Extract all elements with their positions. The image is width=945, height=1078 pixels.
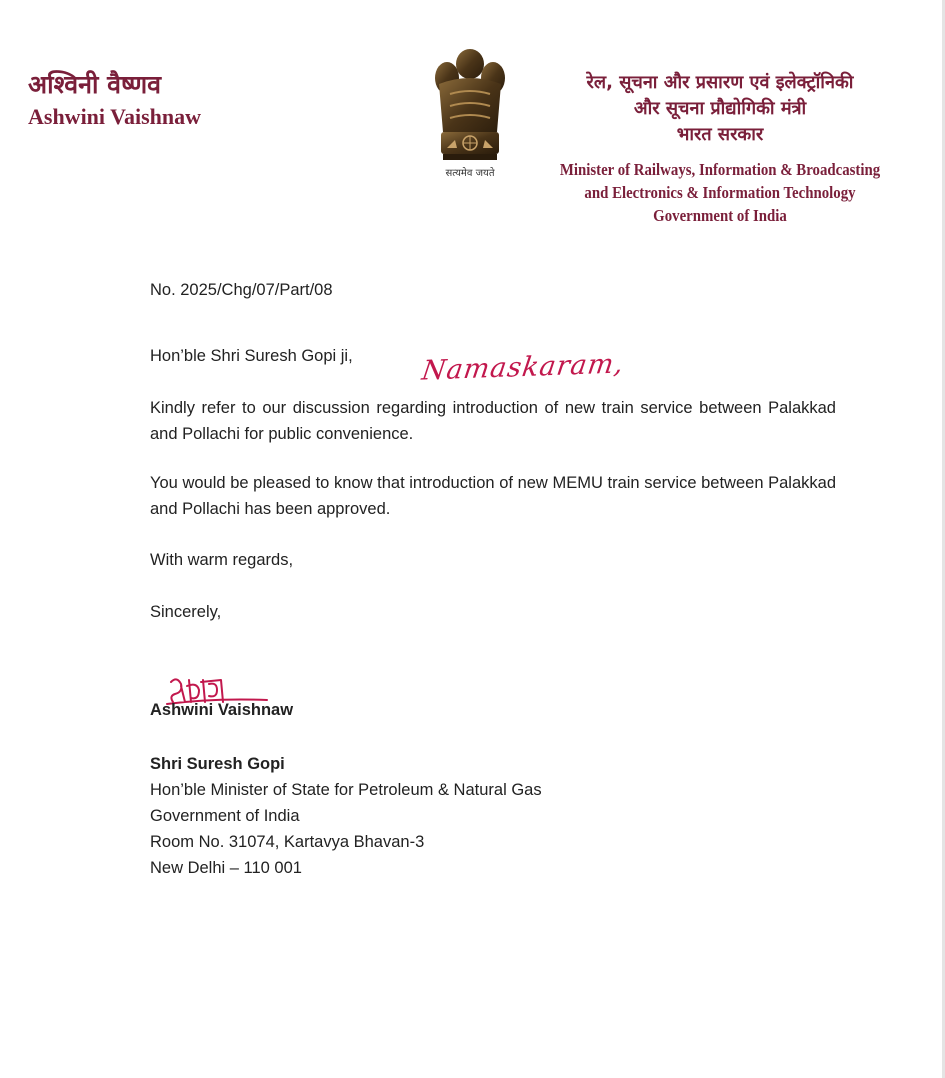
addressee-line-3: Room No. 31074, Kartavya Bhavan-3 <box>150 833 425 851</box>
ministry-english-line-1: Minister of Railways, Information & Broadcasting <box>559 160 881 179</box>
minister-name-hindi: अश्विनी वैष्णव <box>28 70 162 99</box>
ministry-english <box>554 158 887 227</box>
national-emblem-icon <box>425 44 515 184</box>
paragraph-1: Kindly refer to our discussion regarding introduction of new train service between Palakkad and Pollachi for public convenience. <box>150 399 836 443</box>
addressee-block <box>150 751 542 881</box>
ministry-hindi-line-2: और सूचना प्रौद्योगिकी मंत्री <box>633 98 807 119</box>
ministry-hindi-line-1: रेल, सूचना और प्रसारण एवं इलेक्ट्रॉनिकी <box>586 72 854 93</box>
minister-name-english: Ashwini Vaishnaw <box>28 104 202 129</box>
addressee-line-2: Government of India <box>150 807 300 825</box>
regards-line: With warm regards, <box>150 551 294 569</box>
addressee-line-4: New Delhi – 110 001 <box>150 859 302 877</box>
letterhead-left <box>28 70 201 132</box>
emblem-motto: सत्यमेव जयते <box>445 168 495 179</box>
handwritten-greeting: Namaskaram, <box>419 348 627 387</box>
addressee-line-1: Hon’ble Minister of State for Petroleum & Natural Gas <box>150 781 542 799</box>
letterhead-right <box>535 70 905 227</box>
salutation: Hon’ble Shri Suresh Gopi ji, <box>150 347 353 365</box>
signatory-name: Ashwini Vaishnaw <box>150 701 294 719</box>
ministry-english-line-2: and Electronics & Information Technology <box>584 183 856 202</box>
paragraph-2: You would be pleased to know that introduction of new MEMU train service between Palakkad and Pollachi has been approved. <box>150 474 836 518</box>
reference-number: No. 2025/Chg/07/Part/08 <box>150 281 333 299</box>
ministry-hindi-line-3: भारत सरकार <box>676 124 764 145</box>
closing-line: Sincerely, <box>150 603 222 621</box>
ministry-english-line-3: Government of India <box>653 206 787 225</box>
addressee-name: Shri Suresh Gopi <box>150 755 285 773</box>
